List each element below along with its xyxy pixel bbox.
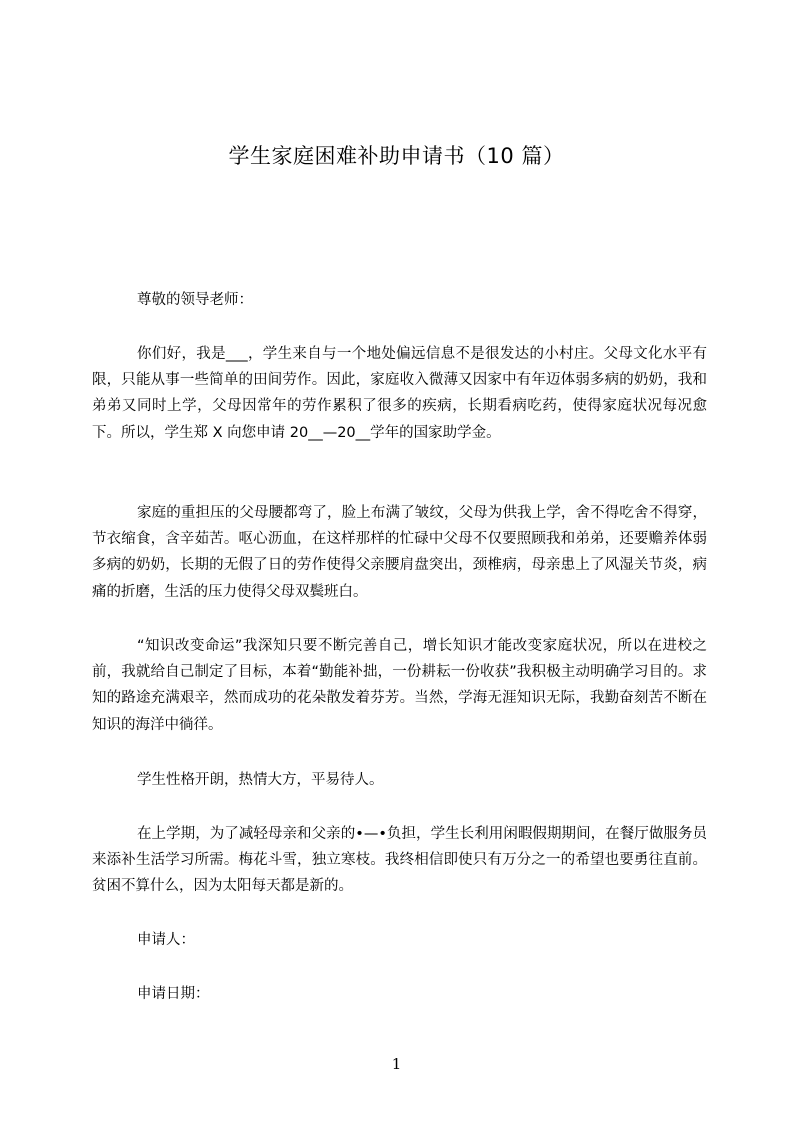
paragraph-1: 你们好，我是___，学生来自与一个地处偏远信息不是很发达的小村庄。父母文化水平有限，只能从事一些简单的田间劳作。因此，家庭收入微薄又因家中有年迈体弱多病的奶奶，我和弟弟又同时上学，父母因常年的劳作累积了很多的疾病，长期看病吃药，使得家庭状况每况愈下。所以，学生郑 X 向您申请 20__—20__学年的国家助学金。	[92, 346, 707, 441]
date-label: 申请日期：	[137, 986, 210, 1002]
paragraph-3: “知识改变命运”我深知只要不断完善自己，增长知识才能改变家庭状况，所以在进校之前，我就给自己制定了目标，本着“勤能补拙，一份耕耘一份收获”我积极主动明确学习目的。求知的路途充满艰辛，然而成功的花朵散发着芬芳。当然，学海无涯知识无际，我勤奋刻苦不断在知识的海洋中徜徉。	[92, 638, 707, 733]
document-title: 学生家庭困难补助申请书（10 篇）	[228, 144, 565, 168]
paragraph-2: 家庭的重担压的父母腰都弯了，脸上布满了皱纹，父母为供我上学，舍不得吃舍不得穿，节衣缩食，含辛茹苦。呕心沥血，在这样那样的忙碌中父母不仅要照顾我和弟弟，还要赡养体弱多病的奶奶，长期的无假了日的劳作使得父亲腰肩盘突出，颈椎病，母亲患上了风湿关节炎，病痛的折磨，生活的压力使得父母双鬓班白。	[92, 505, 707, 600]
paragraph-5: 在上学期，为了减轻母亲和父亲的•—•负担，学生长利用闲暇假期期间，在餐厅做服务员来添补生活学习所需。梅花斗雪，独立寒枝。我终相信即使只有万分之一的希望也要勇往直前。贫困不算什么，因为太阳每天都是新的。	[92, 826, 707, 895]
page-number: 1	[391, 1055, 402, 1073]
applicant-label: 申请人：	[137, 932, 195, 948]
paragraph-4: 学生性格开朗，热情大方，平易待人。	[137, 772, 384, 788]
salutation: 尊敬的领导老师：	[137, 292, 253, 308]
